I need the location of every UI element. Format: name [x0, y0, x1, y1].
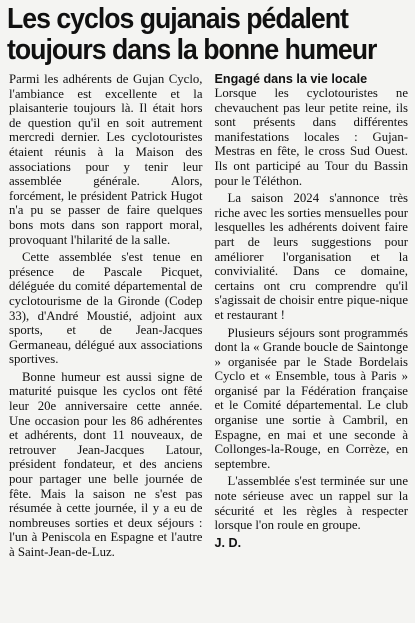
column-left: [9, 72, 203, 563]
column-right: [215, 72, 409, 563]
paragraph: Parmi les adhérents de Gujan Cyclo, l'ambiance est excellente et la plaisanterie toujours là. Il était hors de question qu'il en soit autrement mercredi dernier. Les cyclotouristes étaient réunis à la Maison des associations pour y tenir leur assemblée générale. Alors, forcément, le président Patrick Hugot n'a pu se passer de faire quelques bons mots dans son rapport moral, provoquant l'hilarité de la salle.: [9, 72, 203, 247]
paragraph: Lorsque les cyclotouristes ne chevauchent pas leur petite reine, ils sont présents dans différentes manifestations locales : Gujan-Mestras en fête, le cross Sud Ouest. Ils ont participé au Tour du Bassin pour le Téléthon.: [214, 86, 408, 188]
headline: Les cyclos gujanais pédalent toujours dans la bonne humeur: [7, 3, 377, 66]
article-columns: [9, 72, 408, 563]
subheading: Engagé dans la vie locale: [214, 72, 368, 86]
author-signature: J. D.: [214, 535, 242, 550]
paragraph: Plusieurs séjours sont programmés dont la « Grande boucle de Saintonge » organisée par le Stade Bordelais Cyclo et « Ensemble, tous à Paris » organisé par la Fédération française et le Comité départemental. Le club organise une sortie à Cambril, en Espagne, en mai et une seconde à Collonges-la-Rouge, en Corrèze, en septembre.: [214, 325, 408, 471]
paragraph: La saison 2024 s'annonce très riche avec les sorties mensuelles pour lesquelles les adhérents doivent faire part de leurs suggestions pour améliorer l'organisation et la convivialité. Dans ce domaine, certains ont cru comprendre qu'il s'agissait de choisir entre pique-nique et restaurant !: [214, 191, 408, 322]
paragraph: L'assemblée s'est terminée sur une note sérieuse avec un rappel sur la sécurité et les règles à respecter lorsque l'on roule en groupe.: [214, 474, 408, 533]
paragraph: Cette assemblée s'est tenue en présence de Pascale Picquet, déléguée du comité départemental de cyclotourisme de la Gironde (Codep 33), d'André Moustié, adjoint aux sports, et de Jean-Jacques Germaneau, délégué aux associations sportives.: [9, 250, 203, 367]
paragraph: Bonne humeur est aussi signe de maturité puisque les cyclos ont fêté leur 20e anniversaire cette année. Une occasion pour les 86 adhérentes et adhérents, dont 11 nouveaux, de retrouver Jean-Jacques Latour, président fondateur, et des anciens pour partager une belle journée de fête. Mais la saison ne s'est pas résumée à cette journée, il y a eu de nombreuses sorties et deux séjours : l'un à Peniscola en Espagne et l'autre à Saint-Jean-de-Luz.: [9, 369, 203, 559]
